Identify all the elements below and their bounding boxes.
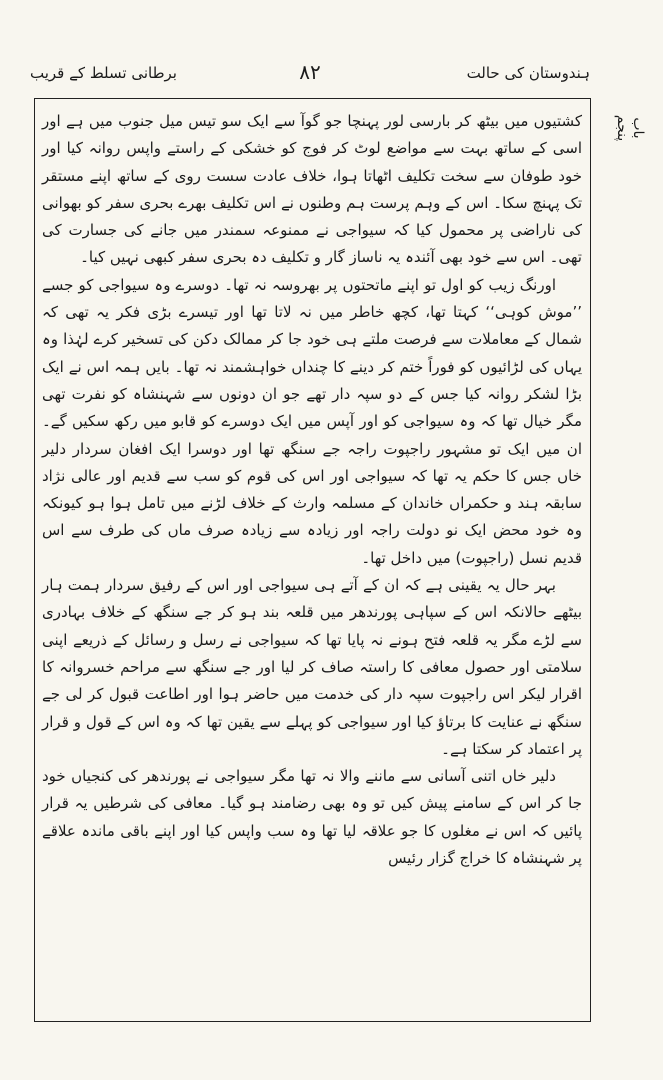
body-text [42,108,582,872]
paragraph-1: کشتیوں میں بیٹھ کر بارسی لور پہنچا جو گوآ سے ایک سو تیس میل جنوب میں ہے اور اسی کے ساتھ بہت سے مواضع لوٹ کر فوج کو خشکی کے راستے واپس روانہ کیا اور خود طوفان سے سخت تکلیف اٹھاتا ہوا، خلاف عادت سست روی کے ساتھ اپنے مستقر تک پہنچ سکا۔ اس کے وہم پرست ہم وطنوں نے اس تکلیف بھرے بحری سفر کو بھوانی کی ناراضی پر محمول کیا کہ سیواجی نے ممنوعہ سمندر میں جانے کی جسارت کی تھی۔ اس سے خود بھی آئندہ یہ ناساز گار و تکلیف دہ بحری سفر کبھی نہیں کیا۔ [42,112,582,267]
page-number: ۸۲ [299,60,321,84]
paragraph-4: دلیر خاں اتنی آسانی سے ماننے والا نہ تھا مگر سیواجی نے پورندھر کی کنجیاں خود جا کر اس کے سامنے پیش کیں تو وہ بھی رضامند ہو گیا۔ معافی کی شرطیں یہ قرار پائیں کہ اس نے مغلوں کا جو علاقہ لیا تھا وہ سب واپس کیا اور اپنے باقی ماندہ علاقے پر شہنشاہ کا خراج گزار رئیس [42,767,582,868]
header-chapter-title: ہندوستان کی حالت [466,64,590,82]
paragraph-3: بہر حال یہ یقینی ہے کہ ان کے آتے ہی سیواجی اور اس کے رفیق سردار ہمت ہار بیٹھے حالانکہ اس کے سپاہی پورندھر میں قلعہ بند ہو کر جے سنگھ کے خلاف بہادری سے لڑے مگر یہ قلعہ فتح ہونے نہ پایا تھا کہ سیواجی نے رسل و رسائل کے ذریعے اپنی سلامتی اور حصول معافی کا راستہ صاف کر لیا اور جے سنگھ سے مراحم خسروانہ کا اقرار لیکر اس راجپوت سپہ دار کی خدمت میں حاضر ہوا اور اطاعت قبول کر لی جے سنگھ نے عنایت کا برتاؤ کیا اور سیواجی کو پہلے سے یقین تھا کہ وہ اس کے قول و قرار پر اعتماد کر سکتا ہے۔ [42,576,582,758]
header-section-title: برطانی تسلط کے قریب [30,64,177,82]
chapter-side-label: باب پنجم [614,114,646,142]
paragraph-2: اورنگ زیب کو اول تو اپنے ماتحتوں پر بھروسہ نہ تھا۔ دوسرے وہ سیواجی کو جسے ’’موش کوہی‘‘ کہتا تھا، کچھ خاطر میں نہ لاتا تھا اور تیسرے بڑی فکر یہ تھی کہ شمال کے معاملات سے فرصت ملتے ہی خود جا کر ممالک دکن کی تسخیر کرے لہٰذا وہ یہاں کی لڑائیوں کو فوراً ختم کر دینے کا چنداں خواہشمند نہ تھا۔ بایں ہمہ اس نے ایک بڑا لشکر روانہ کیا جس کے دو سپہ دار تھے جو ان دونوں سے شہنشاہ کو نفرت تھی مگر خیال تھا کہ وہ سیواجی کو اور آپس میں ایک دوسرے کو قابو میں رکھ سکیں گے۔ ان میں ایک تو مشہور راجپوت راجہ جے سنگھ تھا اور دوسرا ایک افغان سردار دلیر خاں جس کا حکم یہ تھا کہ سیواجی اور اس کی قوم کو سب سے قدیم اور عالی نژاد سابقہ ہند و حکمراں خاندان کے مسلمہ وارث کے خلاف لڑنے میں تامل ہوا ہو کیونکہ وہ خود محض ایک نو دولت راجہ اور زیادہ سے زیادہ صرف ماں کی طرف سے اس قدیم نسل (راجپوت) میں داخل تھا۔ [42,275,582,567]
running-header [30,60,590,90]
